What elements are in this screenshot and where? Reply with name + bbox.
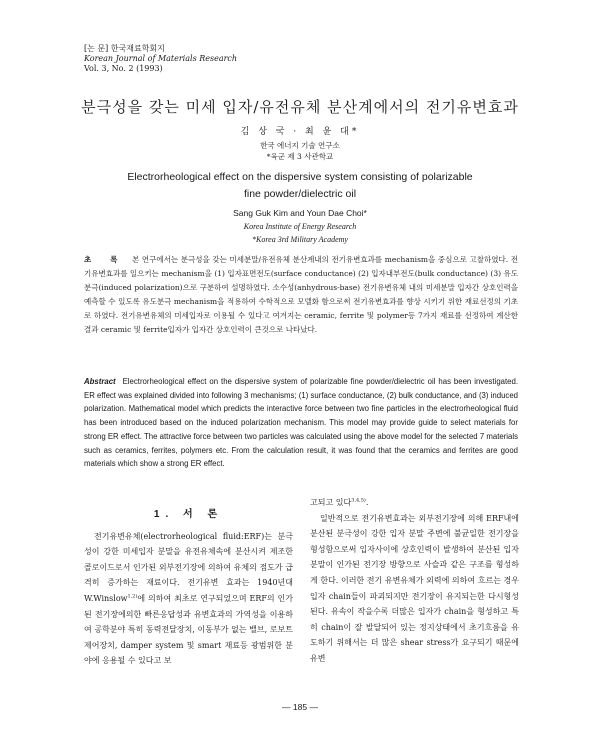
body-column-right [310, 495, 519, 667]
abstract-kr-text: 본 연구에서는 분극성을 갖는 미세분말/유전유체 분산계내의 전기유변효과를 mechanism을 중심으로 고찰하였다. 전기유변효과를 일으키는 mechanism을 (1) 입자표면전도(surface conductance) (2) 입자내부전도(bulk conductance) (3) 유도분극(induced polarization)으로 구분하여 설명하였다. 소수성(anhydrous-base) 전기유변유체 내의 미세분말 입자간 상호인력을 예측할 수 있도록 유도분극 mechanism을 적용하여 수학적으로 모델화 함으로써 전기유변효과를 향상 시키기 위한 재료선정의 기초로 하였다. 전기유변유체의 미세입자로 이용될 수 있다고 여겨지는 ceramic, ferrite 및 polymer등 7가지 재료를 선정하여 계산한 결과 ceramic 및 ferrite입자가 입자간 상호인력이 큰것으로 나타났다. [84, 255, 518, 334]
body-text: . [365, 498, 369, 507]
body-paragraph: 일반적으로 전기유변효과는 외부전기장에 의해 ERF내에 분산된 분극성이 강한 입자 분말 주변에 불균일한 전기장을 형성함으로써 입자사이에 상호인력이 발생하여 분산된 입자 분말이 인가된 전기장 방향으로 사슬과 같은 구조를 형성하게 한다. 이러한 전기 유변유체가 외력에 의하여 흐르는 경우 입자 chain들이 파괴되지만 전기장이 유지되는한 다시형성된다. 유속이 작을수록 더많은 입자가 chain을 형성하고 특히 chain이 잘 발달되어 있는 정지상태에서 초기흐름을 유도하기 위해서는 더 많은 shear stress가 요구되기 때문에 유변 [310, 513, 519, 663]
abstract-kr-label: 초 록 [84, 255, 126, 264]
body-text: 고되고 있다 [310, 498, 352, 507]
body-text: 전기유변유체(electrorheological fluid:ERF)는 분극성이 강한 미세입자 분말을 유전유체속에 분산시켜 제조한 콜로이드로서 인가된 외부전기장에 의하여 유체의 점도가 급격히 증가하는 재료이다. 전기유변 효과는 1940년대 W.Winslow [84, 531, 293, 603]
journal-volume: Vol. 3, No. 2 (1993) [84, 64, 163, 73]
abstract-en [84, 375, 518, 471]
abstract-en-text: Electrorheological effect on the dispersive system of polarizable fine powder/dielectric oil has been investigated. ER effect was explained divided into following 3 mechanisms; (1) surface conductance, (2) bulk conductance, and (3) induced polarization. Mathematical model which predicts the interactive force between two fine particles in the electrorheological fluid has been introduced based on the induced polarization mechanism. This model may provide guide to select materials for strong ER effect. The attractive force between two particles was calculated using the above model for the selected 7 materials such as ceramics, ferrites, polymers etc. From the calculation result, it was found that the ceramics and ferrites are good materials which show a strong ER effect. [84, 377, 519, 469]
affiliation-kr [0, 140, 600, 162]
section-heading: 1. 서 론 [153, 509, 224, 520]
paper-title-en [0, 169, 600, 203]
paper-title-en-line2: fine powder/dielectric oil [243, 188, 357, 200]
abstract-kr [84, 253, 518, 337]
body-text: 에 의하여 최초로 연구되었으며 ERF의 인가된 전기장에의한 빠른응답성과 유변효과의 가역성을 이용하여 공학분야 특히 동력전달장치, 이동부가 없는 밸브, 로보트 제어장치, damper system 및 smart 재료등 광범위한 분야에 응용될 수 있다고 보 [84, 593, 293, 666]
body-column-left [84, 495, 293, 669]
paper-title-kr: 분극성을 갖는 미세 입자/유전유체 분산계에서의 전기유변효과 [81, 98, 519, 116]
page-number: — 185 — [282, 702, 318, 712]
paper-title-en-line1: Electrorheological effect on the dispersive system consisting of polarizable [127, 171, 473, 183]
affiliation-kr-1: 한국 에너지 기술 연구소 [260, 141, 340, 150]
body-paragraph [84, 529, 293, 669]
authors-en: Sang Guk Kim and Youn Dae Choi* [233, 208, 367, 218]
affiliation-kr-2: *육군 제 3 사관학교 [266, 152, 334, 161]
authors-en-block [0, 207, 600, 246]
affiliation-en-1: Korea Institute of Energy Research [243, 222, 357, 231]
body-paragraph [310, 495, 519, 511]
journal-name-kr: [논 문] 한국재료학회지 [84, 44, 165, 53]
affiliation-en-2: *Korea 3rd Military Academy [252, 235, 348, 244]
abstract-en-label: Abstract [84, 377, 116, 386]
journal-header [84, 44, 237, 74]
citation-ref: 3,4,5) [351, 497, 366, 504]
citation-ref: 1,2) [127, 593, 138, 600]
journal-name-en: Korean Journal of Materials Research [84, 54, 238, 63]
authors-kr: 김 상 국 · 최 윤 대* [240, 127, 360, 137]
